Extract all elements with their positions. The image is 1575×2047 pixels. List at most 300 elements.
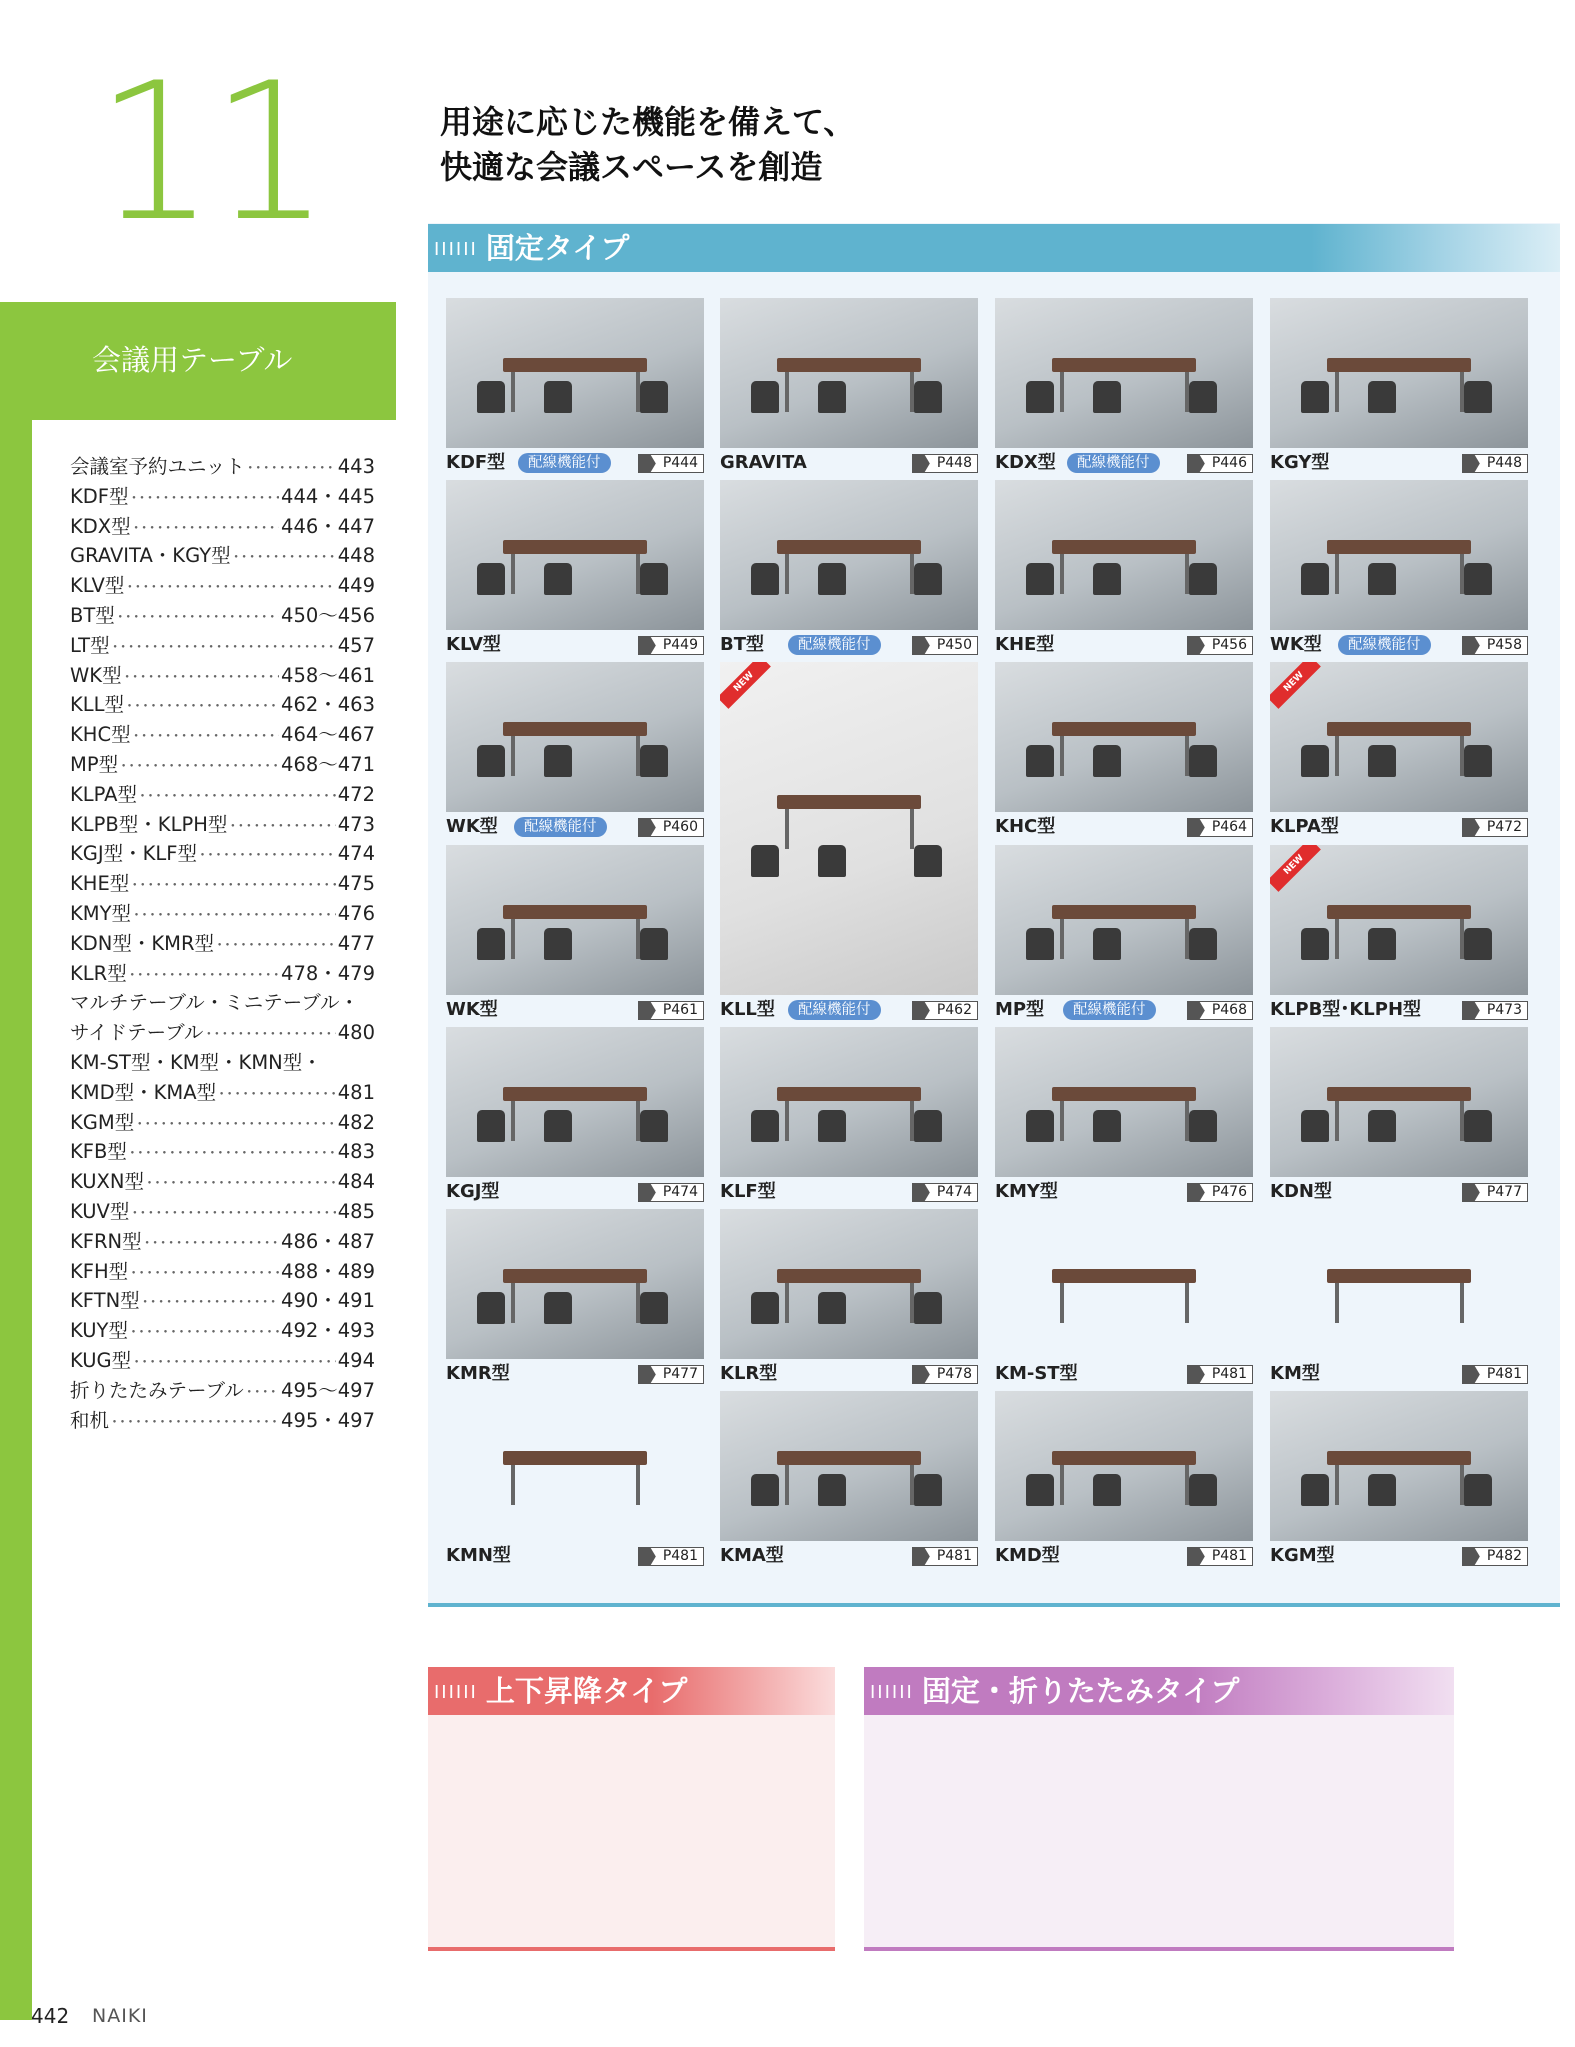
toc-page: 485: [337, 1199, 375, 1223]
page-reference[interactable]: P461: [638, 1001, 704, 1020]
fixed-type-title: 固定タイプ: [485, 231, 630, 265]
table-leg: [1060, 554, 1064, 594]
table-leg: [1185, 1101, 1189, 1141]
product-caption: [995, 634, 1253, 656]
chair-illustration: [914, 1292, 942, 1324]
chair-illustration: [1026, 563, 1054, 595]
product-name: KMN型: [446, 1545, 511, 1566]
table-leg: [910, 1283, 914, 1323]
wiring-feature-badge: 配線機能付: [518, 453, 611, 473]
page-headline: [440, 100, 855, 190]
product-caption: [446, 816, 704, 838]
product-card[interactable]: [1270, 1209, 1528, 1387]
product-name: WK型: [446, 999, 498, 1020]
product-caption: [995, 1181, 1253, 1203]
table-leg: [910, 1101, 914, 1141]
toc-label: KFTN型: [70, 1289, 140, 1313]
page-reference[interactable]: P476: [1187, 1183, 1253, 1202]
toc-label: KDN型・KMR型: [70, 931, 215, 955]
toc-leader-dots: [218, 1081, 336, 1111]
product-photo: [995, 662, 1253, 812]
toc-label: 折りたたみテーブル: [70, 1378, 244, 1402]
product-caption: [446, 1363, 704, 1385]
product-card[interactable]: [1270, 1027, 1528, 1205]
page-reference[interactable]: P482: [1462, 1547, 1528, 1566]
lift-type-bottom-rule: [428, 1947, 835, 1951]
product-name: KLPB型･KLPH型: [1270, 999, 1422, 1020]
table-leg: [1185, 554, 1189, 594]
chair-illustration: [1026, 1110, 1054, 1142]
table-leg: [910, 554, 914, 594]
toc-row: [70, 661, 375, 691]
product-card[interactable]: [995, 845, 1253, 1023]
chair-illustration: [1189, 1474, 1217, 1506]
product-card[interactable]: [1270, 1391, 1528, 1569]
product-photo: [1270, 1209, 1528, 1359]
product-card[interactable]: [446, 480, 704, 658]
chair-illustration: [1301, 381, 1329, 413]
product-card[interactable]: [1270, 845, 1528, 1023]
product-card[interactable]: [995, 1209, 1253, 1387]
product-card[interactable]: [720, 1391, 978, 1569]
chair-illustration: [914, 563, 942, 595]
product-card[interactable]: [995, 1391, 1253, 1569]
product-photo: [1270, 1027, 1528, 1177]
toc-leader-dots: [129, 1140, 336, 1170]
table-illustration: [1327, 1269, 1471, 1283]
toc-leader-dots: [131, 1200, 335, 1230]
chair-illustration: [1301, 745, 1329, 777]
toc-page: 484: [337, 1170, 375, 1194]
toc-page: 478・479: [281, 961, 375, 985]
toc-row: [70, 512, 375, 542]
table-leg: [910, 372, 914, 412]
page-reference[interactable]: P472: [1462, 818, 1528, 837]
wiring-feature-badge: 配線機能付: [1338, 635, 1431, 655]
chair-illustration: [1464, 563, 1492, 595]
chair-illustration: [544, 381, 572, 413]
chair-illustration: [1189, 1110, 1217, 1142]
product-name: KDN型: [1270, 1181, 1332, 1202]
toc-page: 483: [337, 1140, 375, 1164]
header-bars: IIIIII: [434, 1682, 478, 1703]
table-leg: [1460, 1465, 1464, 1505]
footer-brand: NAIKI: [92, 2005, 148, 2027]
product-photo: [720, 662, 978, 995]
chair-illustration: [1301, 928, 1329, 960]
chair-illustration: [1093, 928, 1121, 960]
product-name: BT型: [720, 634, 764, 655]
toc-page: 486・487: [281, 1229, 375, 1253]
toc-leader-dots: [112, 634, 336, 664]
page-reference[interactable]: P448: [912, 454, 978, 473]
product-card[interactable]: [1270, 662, 1528, 840]
toc-leader-dots: [142, 1289, 279, 1319]
chair-illustration: [751, 1110, 779, 1142]
new-badge: NEW: [720, 662, 771, 709]
chair-illustration: [914, 1110, 942, 1142]
product-name: WK型: [1270, 634, 1322, 655]
table-leg: [511, 1465, 515, 1505]
toc-page: 446・447: [281, 514, 375, 538]
product-name: KMA型: [720, 1545, 784, 1566]
fold-type-bottom-rule: [864, 1947, 1454, 1951]
fixed-type-bottom-rule: [428, 1603, 1560, 1607]
toc-label: KLV型: [70, 574, 125, 598]
product-card[interactable]: [446, 298, 704, 476]
table-illustration: [777, 1269, 921, 1283]
chair-illustration: [751, 1474, 779, 1506]
table-leg: [1335, 372, 1339, 412]
chair-illustration: [1026, 745, 1054, 777]
chair-illustration: [640, 928, 668, 960]
table-illustration: [503, 540, 647, 554]
product-card[interactable]: [995, 298, 1253, 476]
table-leg: [1335, 736, 1339, 776]
table-illustration: [503, 358, 647, 372]
table-of-contents: [70, 452, 375, 1435]
table-illustration: [1052, 1269, 1196, 1283]
page-reference[interactable]: P449: [638, 636, 704, 655]
toc-leader-dots: [199, 842, 336, 872]
toc-page: 477: [337, 931, 375, 955]
toc-row: [70, 1018, 375, 1048]
product-caption: [995, 999, 1253, 1021]
toc-leader-dots: [130, 1260, 279, 1290]
product-caption: [720, 1545, 978, 1567]
toc-page: 450〜456: [281, 603, 375, 627]
product-photo: [1270, 845, 1528, 995]
product-name: KLR型: [720, 1363, 778, 1384]
lift-type-header: [428, 1667, 835, 1715]
toc-row: [70, 482, 375, 512]
wiring-feature-badge: 配線機能付: [1063, 1000, 1156, 1020]
fixed-type-header: [428, 224, 1560, 272]
chair-illustration: [1464, 1110, 1492, 1142]
table-leg: [785, 1283, 789, 1323]
toc-row: [70, 780, 375, 810]
page-reference[interactable]: P456: [1187, 636, 1253, 655]
table-leg: [1060, 736, 1064, 776]
table-leg: [636, 736, 640, 776]
table-leg: [1460, 736, 1464, 776]
headline-line-2: 快適な会議スペースを創造: [440, 148, 823, 186]
product-photo: [995, 1209, 1253, 1359]
toc-row: [70, 1257, 375, 1287]
product-photo: [446, 1027, 704, 1177]
toc-label: KGM型: [70, 1110, 135, 1134]
table-leg: [1460, 554, 1464, 594]
chair-illustration: [640, 1110, 668, 1142]
table-illustration: [1052, 1451, 1196, 1465]
table-leg: [1460, 919, 1464, 959]
toc-row: [70, 571, 375, 601]
chair-illustration: [1368, 1474, 1396, 1506]
table-illustration: [1052, 905, 1196, 919]
toc-leader-dots: [233, 544, 336, 574]
product-photo: [720, 480, 978, 630]
chair-illustration: [1464, 1474, 1492, 1506]
toc-label: KFB型: [70, 1140, 127, 1164]
product-photo: [446, 1209, 704, 1359]
wiring-feature-badge: 配線機能付: [1067, 453, 1160, 473]
product-photo: [720, 298, 978, 448]
product-photo: [995, 298, 1253, 448]
page-reference[interactable]: P481: [912, 1547, 978, 1566]
product-name: KMD型: [995, 1545, 1060, 1566]
toc-row: [70, 1316, 375, 1346]
toc-row: [70, 1048, 375, 1078]
table-illustration: [1052, 358, 1196, 372]
product-caption: [995, 1363, 1253, 1385]
chair-illustration: [1093, 1474, 1121, 1506]
product-caption: [1270, 1181, 1528, 1203]
toc-leader-dots: [216, 932, 336, 962]
product-card[interactable]: [995, 480, 1253, 658]
chair-illustration: [640, 1292, 668, 1324]
table-leg: [511, 1101, 515, 1141]
chair-illustration: [640, 381, 668, 413]
toc-page: 492・493: [281, 1319, 375, 1343]
table-leg: [1060, 919, 1064, 959]
product-caption: [1270, 452, 1528, 474]
chair-illustration: [544, 1292, 572, 1324]
table-leg: [511, 554, 515, 594]
toc-page: 474: [337, 842, 375, 866]
toc-label: KLR型: [70, 961, 127, 985]
fold-type-header: [864, 1667, 1454, 1715]
toc-page: 448: [337, 544, 375, 568]
toc-row: [70, 869, 375, 899]
table-leg: [511, 1283, 515, 1323]
page-reference[interactable]: P478: [912, 1365, 978, 1384]
toc-row: [70, 1227, 375, 1257]
header-bars: IIIIII: [870, 1682, 914, 1703]
chair-illustration: [818, 1110, 846, 1142]
chair-illustration: [1301, 1110, 1329, 1142]
chair-illustration: [544, 745, 572, 777]
table-illustration: [777, 358, 921, 372]
page-reference[interactable]: P477: [638, 1365, 704, 1384]
product-photo: [720, 1209, 978, 1359]
toc-page: 444・445: [281, 484, 375, 508]
table-leg: [1460, 1101, 1464, 1141]
table-leg: [785, 372, 789, 412]
chair-illustration: [1189, 745, 1217, 777]
product-name: KGJ型: [446, 1181, 500, 1202]
page-reference[interactable]: P481: [1462, 1365, 1528, 1384]
page-reference[interactable]: P446: [1187, 454, 1253, 473]
chair-illustration: [1189, 381, 1217, 413]
table-leg: [1060, 372, 1064, 412]
page-reference[interactable]: P444: [638, 454, 704, 473]
toc-page: 464〜467: [281, 723, 375, 747]
table-leg: [511, 919, 515, 959]
table-leg: [511, 372, 515, 412]
page-reference[interactable]: P460: [638, 818, 704, 837]
toc-label: KUG型: [70, 1348, 132, 1372]
toc-label: WK型: [70, 663, 122, 687]
product-name: KLV型: [446, 634, 501, 655]
product-card[interactable]: [995, 1027, 1253, 1205]
wiring-feature-badge: 配線機能付: [788, 1000, 881, 1020]
product-card[interactable]: [446, 662, 704, 840]
new-badge: NEW: [1270, 845, 1321, 892]
chair-illustration: [1093, 381, 1121, 413]
toc-leader-dots: [133, 902, 336, 932]
toc-row: [70, 720, 375, 750]
toc-label: KHE型: [70, 872, 130, 896]
chair-illustration: [818, 381, 846, 413]
page-reference[interactable]: P462: [912, 1001, 978, 1020]
product-name: KLF型: [720, 1181, 776, 1202]
toc-page: 495〜497: [281, 1378, 375, 1402]
table-leg: [636, 1283, 640, 1323]
chair-illustration: [1368, 928, 1396, 960]
page-reference[interactable]: P468: [1187, 1001, 1253, 1020]
toc-row: [70, 839, 375, 869]
product-photo: [995, 480, 1253, 630]
page-reference[interactable]: P481: [1187, 1547, 1253, 1566]
table-leg: [1060, 1465, 1064, 1505]
product-card[interactable]: [446, 1209, 704, 1387]
chair-illustration: [818, 563, 846, 595]
toc-row: [70, 631, 375, 661]
toc-row: [70, 929, 375, 959]
page-reference[interactable]: P458: [1462, 636, 1528, 655]
chair-illustration: [640, 745, 668, 777]
product-card[interactable]: [995, 662, 1253, 840]
product-photo: [720, 1027, 978, 1177]
chair-illustration: [477, 1110, 505, 1142]
page-reference[interactable]: P481: [638, 1547, 704, 1566]
toc-row: [70, 690, 375, 720]
toc-label: KDF型: [70, 484, 129, 508]
toc-leader-dots: [131, 872, 335, 902]
product-card[interactable]: [446, 1391, 704, 1569]
product-card[interactable]: [1270, 298, 1528, 476]
toc-page: 476: [337, 901, 375, 925]
toc-page: 494: [337, 1348, 375, 1372]
product-name: KM-ST型: [995, 1363, 1078, 1384]
table-leg: [636, 554, 640, 594]
toc-label: KUV型: [70, 1199, 130, 1223]
table-leg: [636, 1101, 640, 1141]
chair-illustration: [1464, 381, 1492, 413]
toc-label: マルチテーブル・ミニテーブル・: [70, 991, 359, 1015]
chair-illustration: [818, 1292, 846, 1324]
product-card[interactable]: [720, 1209, 978, 1387]
toc-page: 488・489: [281, 1259, 375, 1283]
chapter-number: 11: [95, 42, 325, 263]
chair-illustration: [914, 1474, 942, 1506]
chair-illustration: [1026, 381, 1054, 413]
toc-label: KFRN型: [70, 1229, 142, 1253]
toc-leader-dots: [117, 604, 279, 634]
toc-page: 482: [337, 1110, 375, 1134]
table-illustration: [777, 795, 921, 809]
toc-label: KM-ST型・KM型・KMN型・: [70, 1050, 322, 1074]
page-reference[interactable]: P464: [1187, 818, 1253, 837]
table-leg: [785, 554, 789, 594]
toc-page: 443: [337, 455, 375, 478]
toc-label: 和机: [70, 1408, 110, 1432]
toc-row: [70, 1406, 375, 1436]
product-name: KM型: [1270, 1363, 1320, 1384]
toc-leader-dots: [133, 1349, 336, 1379]
chair-illustration: [1368, 745, 1396, 777]
chair-illustration: [1189, 563, 1217, 595]
page-reference[interactable]: P473: [1462, 1001, 1528, 1020]
table-leg: [1185, 736, 1189, 776]
page-reference[interactable]: P474: [912, 1183, 978, 1202]
product-caption: [446, 1545, 704, 1567]
product-card[interactable]: [446, 1027, 704, 1205]
chair-illustration: [818, 845, 846, 877]
toc-leader-dots: [129, 962, 279, 992]
table-leg: [636, 372, 640, 412]
page-reference[interactable]: P448: [1462, 454, 1528, 473]
product-card[interactable]: [720, 298, 978, 476]
toc-label: KUY型: [70, 1319, 128, 1343]
table-leg: [1060, 1101, 1064, 1141]
page-reference[interactable]: P477: [1462, 1183, 1528, 1202]
page-reference[interactable]: P474: [638, 1183, 704, 1202]
chair-illustration: [1301, 1474, 1329, 1506]
product-name: KDF型: [446, 452, 506, 473]
product-photo: [1270, 1391, 1528, 1541]
toc-label: KUXN型: [70, 1170, 144, 1194]
toc-page: 462・463: [281, 693, 375, 717]
toc-label: KMY型: [70, 901, 132, 925]
product-card[interactable]: [720, 662, 978, 1023]
product-caption: [720, 452, 978, 474]
table-illustration: [1052, 1087, 1196, 1101]
toc-leader-dots: [139, 783, 336, 813]
table-leg: [1335, 554, 1339, 594]
product-name: GRAVITA: [720, 452, 807, 473]
chair-illustration: [1093, 745, 1121, 777]
product-photo: [720, 1391, 978, 1541]
headline-line-1: 用途に応じた機能を備えて、: [440, 103, 856, 141]
product-card[interactable]: [1270, 480, 1528, 658]
product-card[interactable]: [446, 845, 704, 1023]
table-illustration: [1327, 722, 1471, 736]
category-title: 会議用テーブル: [92, 343, 293, 377]
chapter-side-bar: [0, 302, 32, 2020]
page-reference[interactable]: P450: [912, 636, 978, 655]
table-leg: [636, 919, 640, 959]
product-photo: [1270, 298, 1528, 448]
toc-label: MP型: [70, 752, 119, 776]
product-card[interactable]: [720, 480, 978, 658]
page-reference[interactable]: P481: [1187, 1365, 1253, 1384]
chair-illustration: [544, 1110, 572, 1142]
chair-illustration: [1368, 563, 1396, 595]
toc-leader-dots: [205, 1021, 335, 1051]
toc-page: 468〜471: [281, 752, 375, 776]
table-leg: [785, 809, 789, 849]
table-illustration: [1327, 905, 1471, 919]
toc-label: BT型: [70, 603, 115, 627]
toc-page: 473: [337, 812, 375, 836]
product-caption: [720, 999, 978, 1021]
chair-illustration: [1301, 563, 1329, 595]
product-name: KHC型: [995, 816, 1056, 837]
product-photo: [1270, 662, 1528, 812]
product-card[interactable]: [720, 1027, 978, 1205]
product-photo: [446, 1391, 704, 1541]
